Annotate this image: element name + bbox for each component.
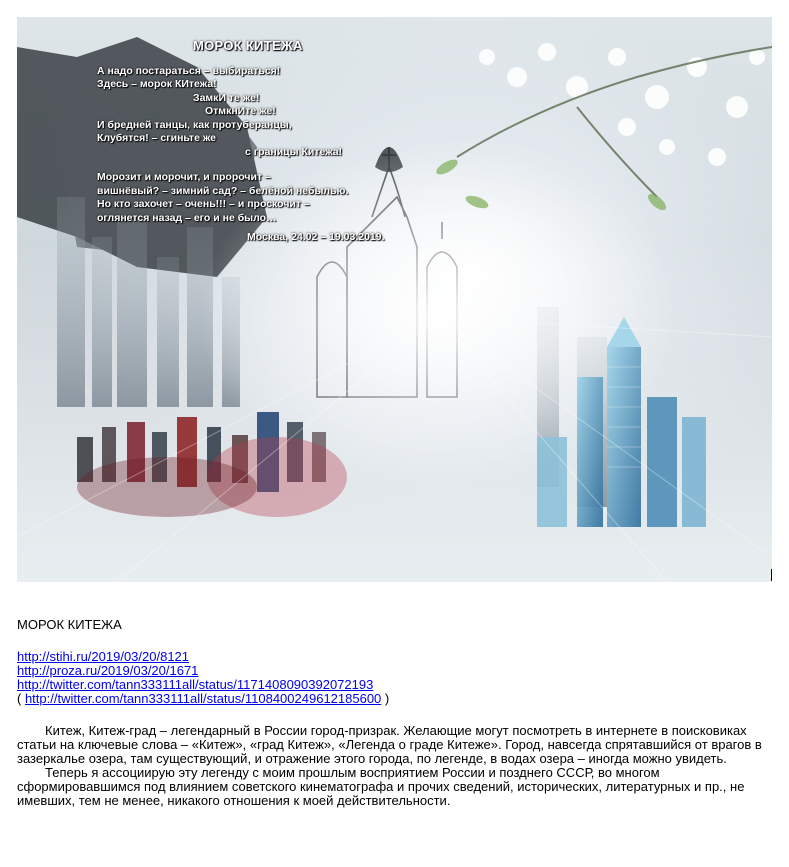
text-cursor — [771, 569, 772, 581]
poem-line: вишнёвый? – зимний сад? – белёной небылью. — [97, 184, 349, 197]
paren-open: ( — [17, 691, 25, 706]
poem-line: А надо постараться – выбираться! — [97, 64, 281, 77]
paren-link-line — [17, 692, 777, 706]
poem-line: оглянется назад – его и не было… — [97, 211, 277, 224]
poem-overlay — [97, 39, 427, 245]
poem-title: МОРОК КИТЕЖА — [193, 38, 303, 53]
link-stihi[interactable]: http://stihi.ru/2019/03/20/8121 — [17, 649, 190, 664]
poem-line: Но кто захочет – очень!!! – и проскочит – — [97, 198, 310, 210]
poem-line: И бредней танцы, как протуберанцы, — [97, 118, 292, 131]
paragraph: Теперь я ассоциирую эту легенду с моим прошлым восприятием России и позднего СССР, во многом сформировавшимся под влиянием советского кинематографа и прочих сведений, исторических, литературных и пр., не имевших, тем не менее, никакого отношения к моей действительности. — [17, 765, 745, 808]
paragraph: Китеж, Китеж-град – легендарный в России город-призрак. Желающие могут посмотреть в интернете в поисковиках статьи на ключевые слова – «Китеж», «град Китеж», «Легенда о граде Китеже». Город, навсегда спрятавшийся от врагов в зазеркалье озера, там существующий, и отражение этого города, по легенде, в водах озера – иногда можно увидеть. — [17, 723, 762, 766]
poem-line: Морозит и морочит, и пророчит – — [97, 171, 271, 183]
poem-date: Москва, 24.02 – 19.03.2019. — [247, 231, 385, 243]
paren-close: ) — [381, 691, 390, 706]
document-heading: МОРОК КИТЕЖА — [17, 617, 122, 632]
poem-line: Клубятся! – сгиньте же — [97, 132, 216, 144]
poem-line: ЗамкИ те же! — [193, 91, 260, 104]
poem-line: с границы Китежа! — [245, 145, 343, 158]
poem-line: ОтмкнИте же! — [205, 105, 276, 117]
link-twitter-1[interactable]: http://twitter.com/tann333111all/status/1171408090392072193 — [17, 677, 374, 692]
link-list — [17, 650, 777, 706]
link-proza[interactable]: http://proza.ru/2019/03/20/1671 — [17, 663, 199, 678]
link-twitter-2[interactable]: http://twitter.com/tann333111all/status/1108400249612185600 — [24, 691, 382, 706]
document-body — [17, 618, 777, 808]
poem-line: Здесь – морок КИтежа! — [97, 78, 217, 90]
kitezh-collage-image — [17, 17, 772, 582]
